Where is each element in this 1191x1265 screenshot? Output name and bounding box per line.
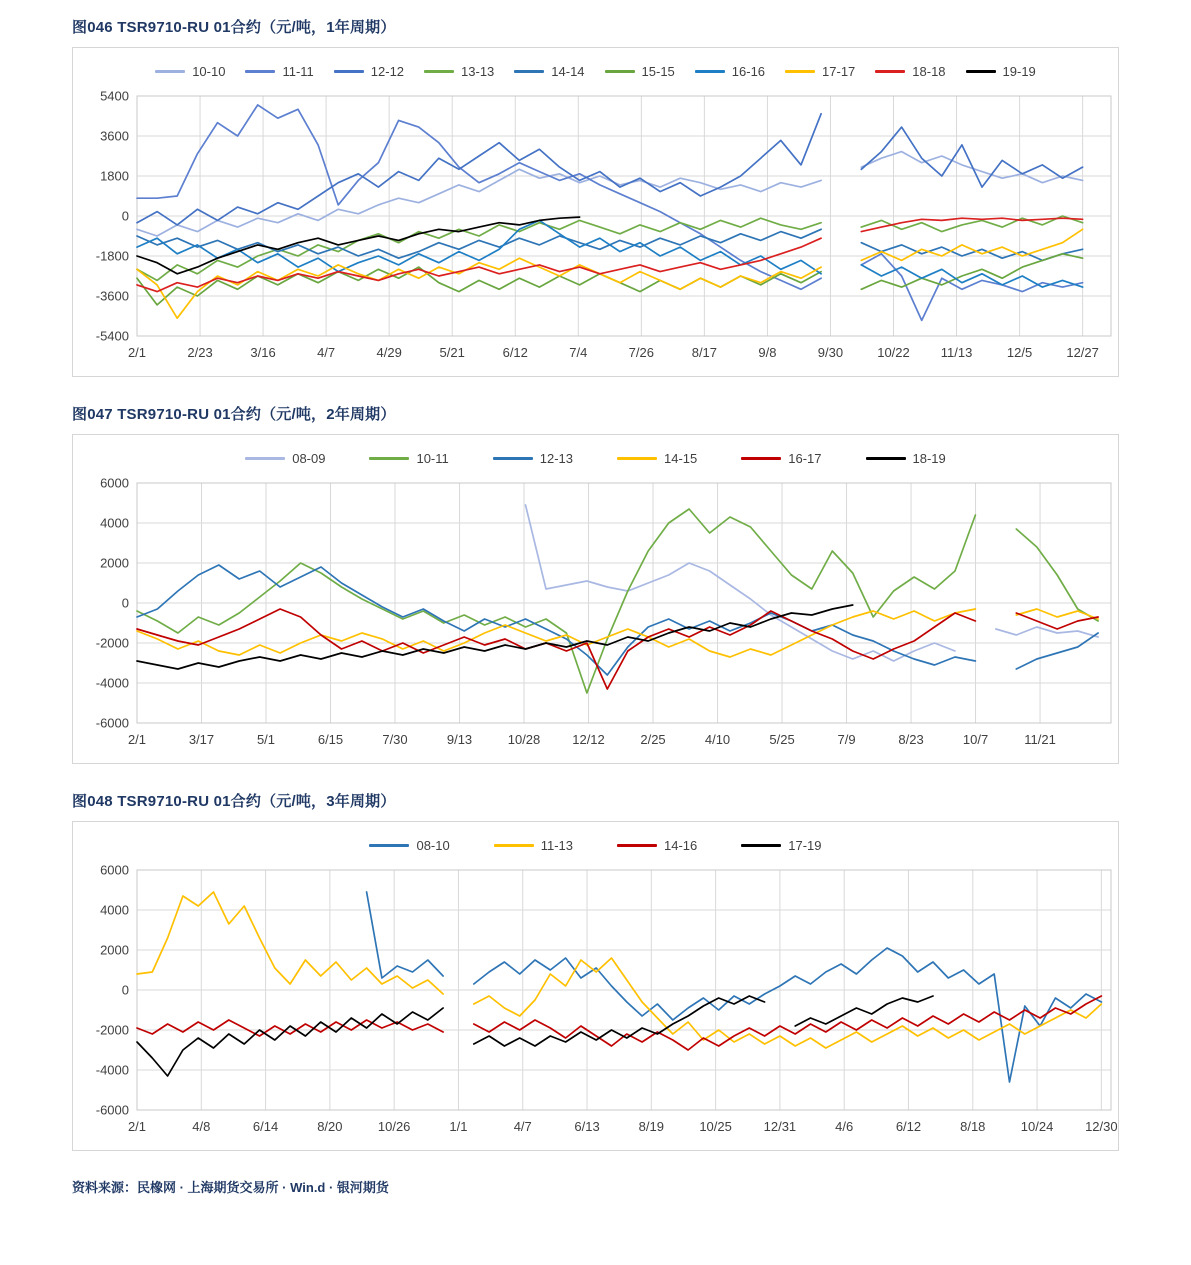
x-axis-label: 6/12 <box>895 1119 922 1134</box>
x-axis-label: 6/12 <box>502 345 528 360</box>
y-axis-label: 5400 <box>100 88 129 104</box>
x-axis-label: 2/23 <box>187 345 213 360</box>
y-axis-label: -1800 <box>95 248 129 264</box>
x-axis-label: 12/31 <box>763 1119 797 1134</box>
chart-047-title: 图047 TSR9710-RU 01合约（元/吨，2年周期） <box>72 406 396 423</box>
x-axis-label: 5/25 <box>769 732 795 747</box>
x-axis-label: 2/1 <box>127 345 147 360</box>
legend-label: 14-14 <box>551 63 585 79</box>
legend-swatch <box>875 70 905 73</box>
y-axis-label: 0 <box>121 982 129 998</box>
x-axis-label: 10/7 <box>962 732 989 747</box>
x-axis-label: 4/7 <box>317 345 336 360</box>
x-axis-label: 3/17 <box>188 732 215 747</box>
legend-label: 17-17 <box>822 63 856 79</box>
x-axis-label: 6/14 <box>252 1119 279 1134</box>
x-axis-label: 12/27 <box>1066 345 1099 360</box>
legend-item-17-17 <box>785 64 855 79</box>
legend-item-12-12 <box>334 64 404 79</box>
x-axis-label: 7/26 <box>628 345 654 360</box>
y-axis-label: 0 <box>121 208 129 224</box>
y-axis-label: 3600 <box>100 128 129 144</box>
legend-item-16-17 <box>741 451 821 466</box>
legend-label: 08-09 <box>292 450 326 466</box>
legend-swatch <box>866 457 906 460</box>
x-axis-label: 2/1 <box>127 1119 147 1134</box>
series-line-17-19 <box>137 996 933 1076</box>
y-axis-label: -2000 <box>95 635 129 651</box>
x-axis-label: 4/6 <box>835 1119 854 1134</box>
series-line-12-12 <box>137 114 1083 225</box>
legend-swatch <box>695 70 725 73</box>
x-axis-label: 11/13 <box>940 345 973 360</box>
x-axis-label: 4/8 <box>192 1119 211 1134</box>
legend-item-14-15 <box>617 451 697 466</box>
series-line-16-17 <box>137 609 1098 689</box>
legend-label: 12-13 <box>539 450 574 466</box>
legend-item-16-16 <box>695 64 765 79</box>
x-axis-label: 7/30 <box>382 732 408 747</box>
x-axis-label: 4/10 <box>704 732 731 747</box>
legend-swatch <box>741 844 781 847</box>
legend-swatch <box>493 457 533 460</box>
chart-legend <box>73 58 1118 84</box>
legend-label: 16-16 <box>731 63 766 79</box>
x-axis-label: 11/21 <box>1024 732 1056 747</box>
legend-label: 11-13 <box>540 837 574 853</box>
y-axis-label: 2000 <box>100 942 129 958</box>
legend-swatch <box>369 457 409 460</box>
x-axis-label: 10/24 <box>1020 1119 1054 1134</box>
chart-legend <box>73 445 1118 471</box>
legend-label: 11-11 <box>282 63 314 79</box>
legend-swatch <box>369 844 409 847</box>
legend-swatch <box>617 844 657 847</box>
x-axis-label: 12/30 <box>1085 1119 1118 1134</box>
x-axis-label: 12/12 <box>572 732 605 747</box>
series-line-10-11 <box>137 509 1098 693</box>
x-axis-label: 8/19 <box>638 1119 664 1134</box>
legend-swatch <box>741 457 781 460</box>
series-line-11-11 <box>137 105 1083 321</box>
series-line-08-10 <box>367 892 1102 1082</box>
legend-swatch <box>334 70 364 73</box>
legend-swatch <box>605 70 635 73</box>
legend-item-08-09 <box>245 451 325 466</box>
legend-item-13-13 <box>424 64 494 79</box>
x-axis-label: 3/16 <box>250 345 276 360</box>
x-axis-label: 2/25 <box>640 732 666 747</box>
y-axis-label: 4000 <box>100 515 129 531</box>
legend-swatch <box>155 70 185 73</box>
chart-canvas <box>73 86 1118 370</box>
legend-item-12-13 <box>493 451 573 466</box>
y-axis-label: -6000 <box>95 1102 129 1118</box>
series-line-08-09 <box>526 505 1099 661</box>
legend-label: 18-19 <box>912 450 946 466</box>
legend-item-14-16 <box>617 838 697 853</box>
legend-swatch <box>514 70 544 73</box>
legend-item-18-18 <box>875 64 945 79</box>
legend-item-18-19 <box>866 451 946 466</box>
x-axis-label: 7/4 <box>569 345 588 360</box>
legend-swatch <box>245 70 275 73</box>
x-axis-label: 8/20 <box>317 1119 343 1134</box>
legend-swatch <box>966 70 996 73</box>
legend-item-11-11 <box>245 64 313 79</box>
legend-item-14-14 <box>514 64 584 79</box>
chart-canvas <box>73 473 1118 757</box>
series-line-17-17 <box>137 229 1083 318</box>
legend-label: 14-15 <box>664 450 698 466</box>
legend-swatch <box>245 457 285 460</box>
legend-label: 08-10 <box>416 837 450 853</box>
chart-048-title: 图048 TSR9710-RU 01合约（元/吨，3年周期） <box>72 793 396 810</box>
chart-047-box <box>72 434 1119 764</box>
legend-swatch <box>494 844 534 847</box>
y-axis-label: -4000 <box>95 1062 129 1078</box>
x-axis-label: 6/15 <box>317 732 344 747</box>
legend-item-10-10 <box>155 64 225 79</box>
legend-label: 10-11 <box>416 450 449 466</box>
legend-label: 18-18 <box>912 63 946 79</box>
legend-item-17-19 <box>741 838 821 853</box>
y-axis-label: 6000 <box>100 862 129 878</box>
legend-label: 15-15 <box>641 63 675 79</box>
legend-label: 12-12 <box>370 63 405 79</box>
series-line-11-13 <box>137 892 1101 1048</box>
x-axis-label: 9/8 <box>758 345 777 360</box>
chart-canvas <box>73 860 1118 1144</box>
x-axis-label: 4/7 <box>513 1119 532 1134</box>
y-axis-label: 2000 <box>100 555 129 571</box>
x-axis-label: 4/29 <box>376 345 402 360</box>
chart-legend <box>73 832 1118 858</box>
y-axis-label: -2000 <box>95 1022 129 1038</box>
legend-item-15-15 <box>605 64 675 79</box>
y-axis-label: 0 <box>121 595 129 611</box>
legend-item-11-13 <box>494 838 573 853</box>
x-axis-label: 8/17 <box>691 345 718 360</box>
x-axis-label: 5/1 <box>256 732 276 747</box>
series-line-12-13 <box>137 565 1098 675</box>
y-axis-label: 4000 <box>100 902 129 918</box>
y-axis-label: -5400 <box>95 328 129 344</box>
x-axis-label: 9/30 <box>817 345 844 360</box>
y-axis-label: -3600 <box>95 288 129 304</box>
chart-046-box <box>72 47 1119 377</box>
data-source-note: 资料来源：民橡网 · 上海期货交易所 · Win.d · 银河期货 <box>72 1180 389 1195</box>
x-axis-label: 1/1 <box>449 1119 468 1134</box>
y-axis-label: 6000 <box>100 475 129 491</box>
x-axis-label: 10/25 <box>699 1119 732 1134</box>
legend-label: 19-19 <box>1002 63 1036 79</box>
legend-label: 17-19 <box>788 837 822 853</box>
legend-item-19-19 <box>966 64 1036 79</box>
x-axis-label: 7/9 <box>837 732 856 747</box>
y-axis-label: -4000 <box>95 675 129 691</box>
legend-item-08-10 <box>369 838 449 853</box>
y-axis-label: 1800 <box>100 168 129 184</box>
series-line-14-16 <box>137 996 1101 1050</box>
legend-label: 13-13 <box>461 63 495 79</box>
legend-swatch <box>424 70 454 73</box>
legend-swatch <box>785 70 815 73</box>
chart-048-box <box>72 821 1119 1151</box>
legend-item-10-11 <box>369 451 448 466</box>
x-axis-label: 8/18 <box>960 1119 986 1134</box>
x-axis-label: 10/28 <box>507 732 541 747</box>
x-axis-label: 5/21 <box>439 345 465 360</box>
legend-label: 16-17 <box>788 450 822 466</box>
x-axis-label: 10/26 <box>377 1119 411 1134</box>
x-axis-label: 8/23 <box>898 732 924 747</box>
y-axis-label: -6000 <box>95 715 129 731</box>
x-axis-label: 10/22 <box>877 345 910 360</box>
x-axis-label: 9/13 <box>446 732 473 747</box>
legend-swatch <box>617 457 657 460</box>
legend-label: 10-10 <box>192 63 226 79</box>
series-line-18-19 <box>137 605 853 669</box>
x-axis-label: 6/13 <box>574 1119 600 1134</box>
legend-label: 14-16 <box>664 837 698 853</box>
x-axis-label: 2/1 <box>127 732 147 747</box>
series-line-10-10 <box>137 152 1083 236</box>
chart-046-title: 图046 TSR9710-RU 01合约（元/吨，1年周期） <box>72 19 396 36</box>
x-axis-label: 12/5 <box>1006 345 1033 360</box>
